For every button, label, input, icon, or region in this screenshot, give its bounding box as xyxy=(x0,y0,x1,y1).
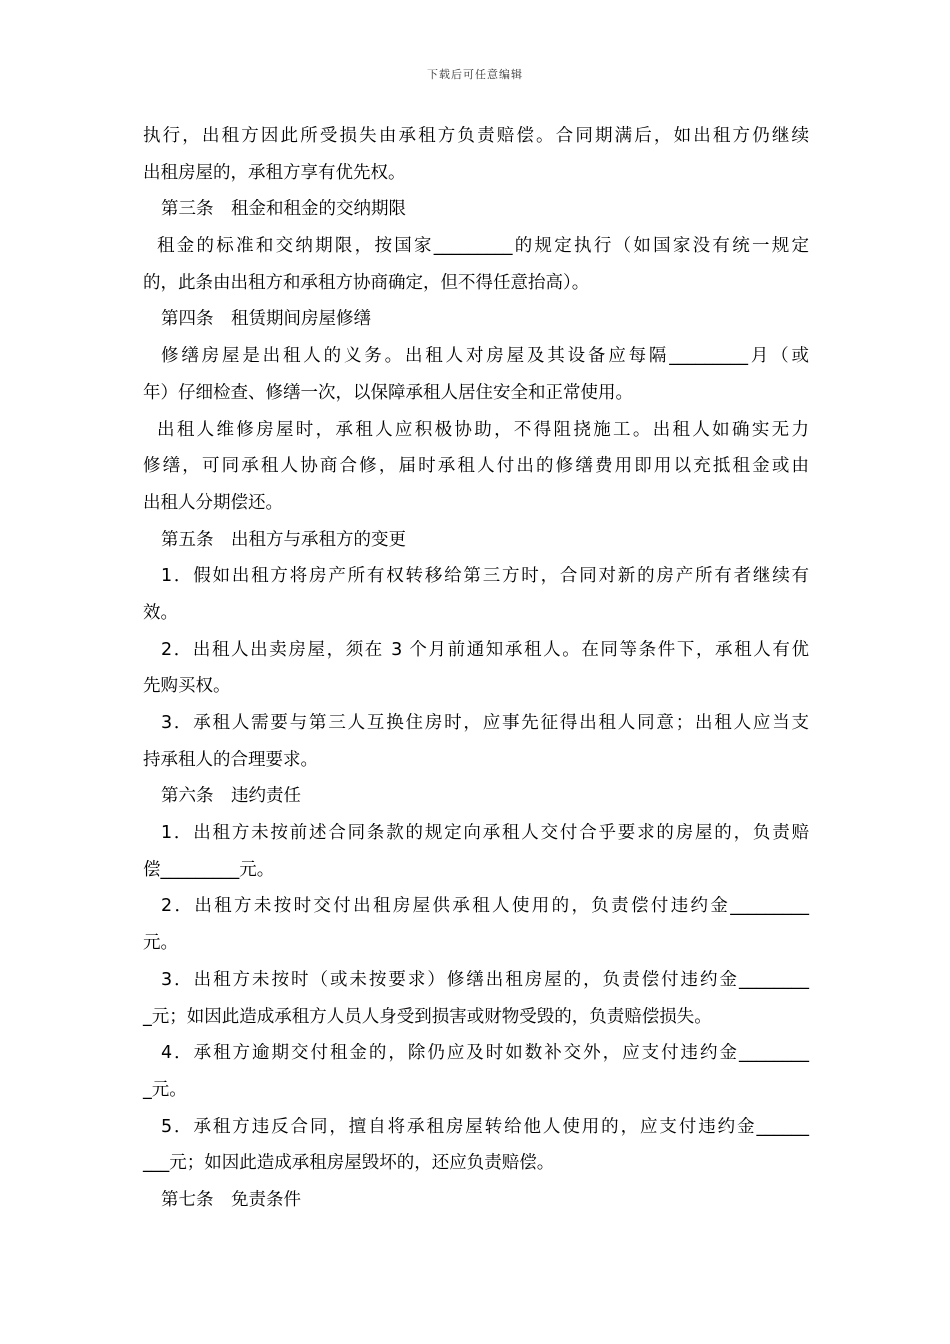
list-item-line: 元。 xyxy=(143,933,178,954)
list-item-line: 3．承租人需要与第三人互换住房时，应事先征得出租人同意；出租人应当支 xyxy=(161,713,809,733)
article-heading: 第五条 出租方与承租方的变更 xyxy=(161,529,406,550)
paragraph-line: 执行，出租方因此所受损失由承租方负责赔偿。合同期满后，如出租方仍继续 xyxy=(143,126,809,146)
article-heading: 第四条 租赁期间房屋修缮 xyxy=(161,309,371,330)
paragraph-line: 年）仔细检查、修缮一次，以保障承租人居住安全和正常使用。 xyxy=(143,382,633,403)
list-item-line: 1．假如出租方将房产所有权转移给第三方时，合同对新的房产所有者继续有 xyxy=(161,566,809,587)
list-item-line: ___元；如因此造成承租房屋毁坏的，还应负责赔偿。 xyxy=(143,1153,555,1174)
list-item-line: 5．承租方违反合同，擅自将承租房屋转给他人使用的，应支付违约金______ xyxy=(161,1116,809,1137)
list-item-line: 先购买权。 xyxy=(143,676,231,697)
paragraph-line: 出租人分期偿还。 xyxy=(143,492,283,513)
list-item-line: 2．出租人出卖房屋，须在 3 个月前通知承租人。在同等条件下，承租人有优 xyxy=(161,639,809,660)
paragraph-line: 出租人维修房屋时，承租人应积极协助，不得阻挠施工。出租人如确实无力 xyxy=(157,419,809,440)
paragraph-line: 租金的标准和交纳期限，按国家_________的规定执行（如国家没有统一规定 xyxy=(157,236,809,257)
paragraph-line: 的，此条由出租方和承租方协商确定，但不得任意抬高）。 xyxy=(143,272,590,293)
list-item-line: 1．出租方未按前述合同条款的规定向承租人交付合乎要求的房屋的，负责赔 xyxy=(161,823,809,844)
list-item-line: 持承租人的合理要求。 xyxy=(143,749,318,770)
paragraph-line: 修缮房屋是出租人的义务。出租人对房屋及其设备应每隔_________月（或 xyxy=(161,346,809,367)
paragraph-line: 出租房屋的，承租方享有优先权。 xyxy=(143,162,406,183)
article-heading: 第六条 违约责任 xyxy=(161,786,301,807)
list-item-line: 4．承租方逾期交付租金的，除仍应及时如数补交外，应支付违约金________ xyxy=(161,1043,809,1064)
list-item-line: _元；如因此造成承租方人员人身受到损害或财物受毁的，负责赔偿损失。 xyxy=(143,1006,712,1027)
list-item-line: 效。 xyxy=(143,602,178,623)
article-heading: 第七条 免责条件 xyxy=(161,1189,301,1210)
article-heading: 第三条 租金和租金的交纳期限 xyxy=(161,199,406,220)
page-header: 下载后可任意编辑 xyxy=(427,68,523,81)
list-item-line: _元。 xyxy=(143,1079,187,1100)
list-item-line: 2．出租方未按时交付出租房屋供承租人使用的，负责偿付违约金_________ xyxy=(161,896,809,917)
document-body xyxy=(143,118,809,1219)
paragraph-line: 修缮，可同承租人协商合修，届时承租人付出的修缮费用即用以充抵租金或由 xyxy=(143,456,809,477)
list-item-line: 偿_________元。 xyxy=(143,859,275,880)
list-item-line: 3．出租方未按时（或未按要求）修缮出租房屋的，负责偿付违约金________ xyxy=(161,969,809,990)
